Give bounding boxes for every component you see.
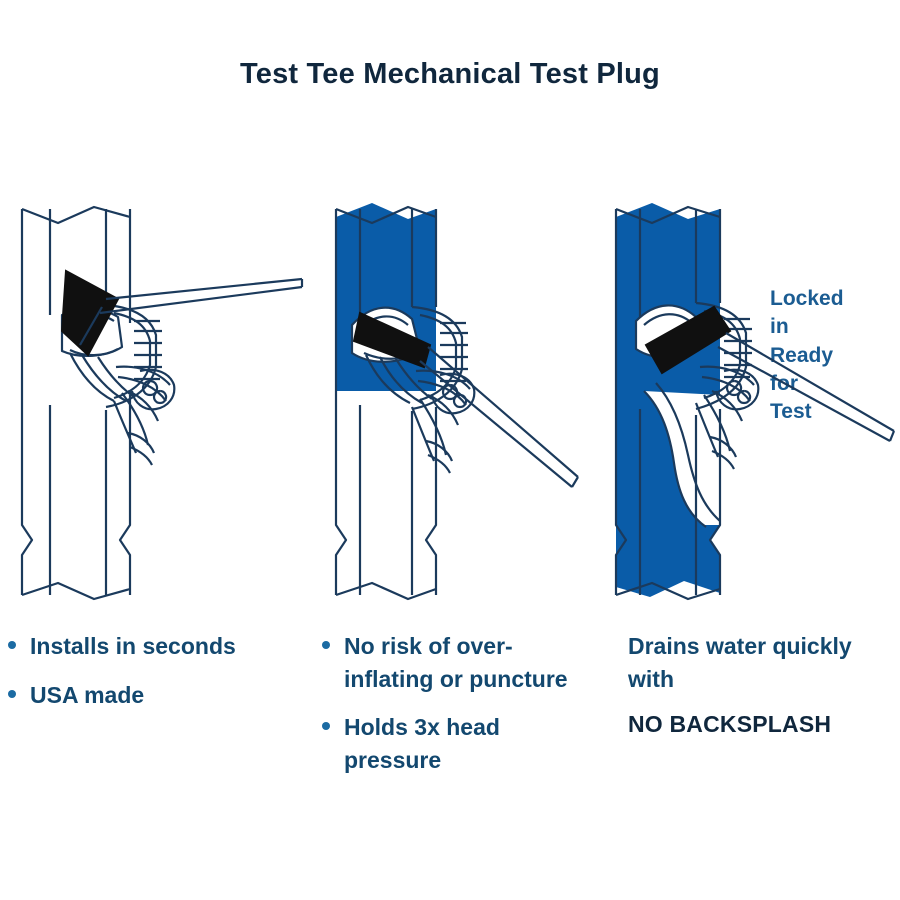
pipe-illustration-dry [10, 195, 310, 615]
list-item [322, 630, 592, 695]
callout-line-2: Ready for [770, 343, 834, 396]
panel-test-tee-plug-draining [600, 195, 900, 615]
pipe-illustration-locked [320, 195, 590, 615]
panel-test-tee-plug-installed-dry [10, 195, 310, 615]
bullet-dot-icon [8, 641, 16, 649]
page-title: Test Tee Mechanical Test Plug [240, 58, 660, 90]
list-item-label: Installs in seconds [30, 633, 236, 659]
bullet-dot-icon [8, 690, 16, 698]
panel-test-tee-plug-locked-ready [320, 195, 844, 615]
benefits-column-2 [322, 630, 592, 793]
benefits-section [0, 630, 900, 890]
callout-line-3: Test [770, 400, 812, 424]
list-item-label: USA made [30, 681, 145, 708]
list-item [8, 679, 308, 712]
drain-statement: Drains water quickly with [628, 633, 852, 692]
benefits-column-1 [8, 630, 308, 727]
list-item [322, 711, 592, 776]
illustration-panels [0, 195, 900, 615]
bullet-dot-icon [322, 722, 330, 730]
callout-line-1: Locked in [770, 287, 844, 339]
benefits-column-3 [628, 630, 898, 738]
list-item [8, 630, 308, 663]
list-item-label: Holds 3x head pressure [344, 714, 500, 773]
pipe-illustration-draining [600, 195, 900, 615]
bullet-dot-icon [322, 641, 330, 649]
no-backsplash-emphasis: NO BACKSPLASH [628, 711, 832, 738]
list-item-label: No risk of over-inflating or puncture [344, 633, 568, 692]
plug-handle-black [62, 271, 118, 355]
